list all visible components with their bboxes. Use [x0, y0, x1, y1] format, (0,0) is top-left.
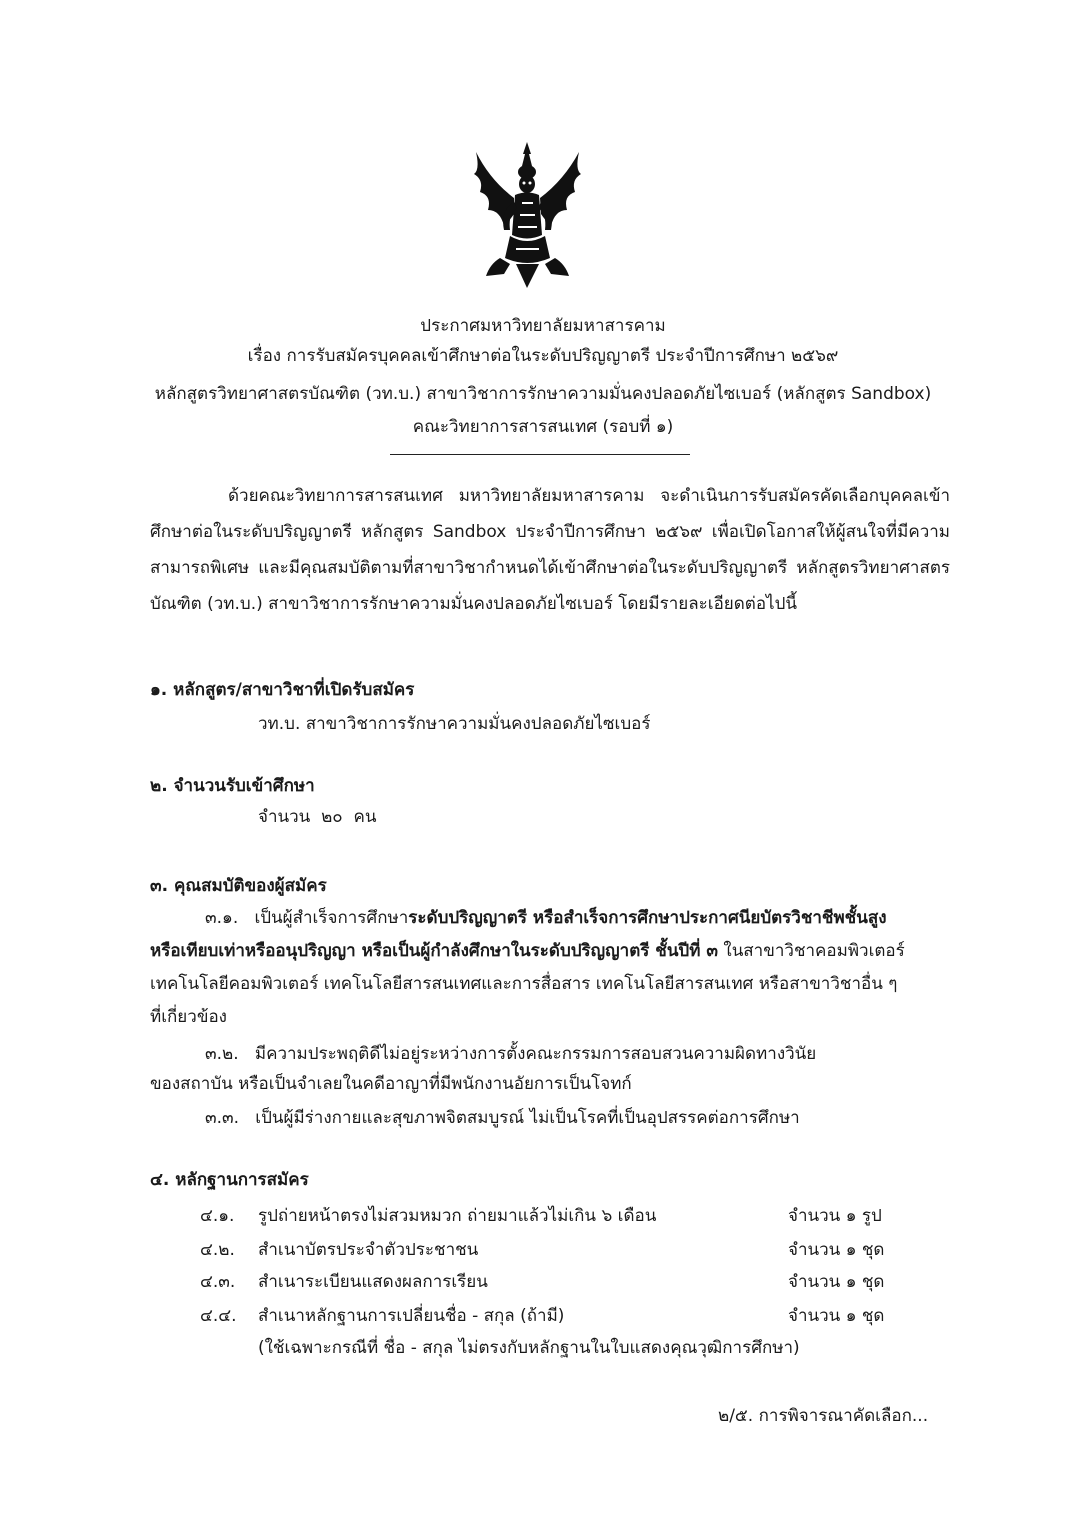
- document-item: [200, 1268, 900, 1296]
- qualification-3-1-text-2: ในสาขาวิชาคอมพิวเตอร์: [717, 941, 905, 961]
- qualification-3-2-text: มีความประพฤติดีไม่อยู่ระหว่างการตั้งคณะกรรมการสอบสวนความผิดทางวินัย: [254, 1044, 817, 1064]
- qualification-3-1-line2: [150, 937, 905, 965]
- document-item-quantity: จำนวน ๑ ชุด: [788, 1272, 885, 1292]
- section-3-heading: ๓. คุณสมบัติของผู้สมัคร: [150, 876, 327, 896]
- document-item-number: ๔.๓.: [200, 1272, 236, 1292]
- qualification-3-2-line2: ของสถาบัน หรือเป็นจำเลยในคดีอาญาที่มีพนักงานอัยการเป็นโจทก์: [150, 1074, 632, 1094]
- document-item-number: ๔.๑.: [200, 1206, 235, 1226]
- qualification-3-1-number: ๓.๑.: [205, 908, 239, 928]
- announcement-subject: เรื่อง การรับสมัครบุคคลเข้าศึกษาต่อในระดับปริญญาตรี ประจำปีการศึกษา ๒๕๖๙: [247, 346, 839, 366]
- qualification-3-1-emphasis-2: หรือเทียบเท่าหรืออนุปริญญา หรือเป็นผู้กำลังศึกษาในระดับปริญญาตรี ชั้นปีที่ ๓: [150, 941, 718, 961]
- intro-paragraph: ด้วยคณะวิทยาการสารสนเทศ มหาวิทยาลัยมหาสารคาม จะดำเนินการรับสมัครคัดเลือกบุคคลเข้าศึกษาต่อในระดับปริญญาตรี หลักสูตร Sandbox ประจำปีการศึกษา ๒๕๖๙ เพื่อเปิดโอกาสให้ผู้สนใจที่มีความสามารถพิเศษ และมีคุณสมบัติตามที่สาขาวิชากำหนดได้เข้าศึกษาต่อในระดับปริญญาตรี หลักสูตรวิทยาศาสตรบัณฑิต (วท.บ.) สาขาวิชาการรักษาความมั่นคงปลอดภัยไซเบอร์ โดยมีรายละเอียดต่อไปนี้: [150, 486, 950, 614]
- continuation-footer: ๒/๕. การพิจารณาคัดเลือก...: [718, 1406, 929, 1426]
- document-item-number: ๔.๒.: [200, 1240, 235, 1260]
- announcement-title: ประกาศมหาวิทยาลัยมหาสารคาม: [420, 316, 666, 336]
- document-item-text: สำเนาระเบียนแสดงผลการเรียน: [258, 1272, 488, 1292]
- qualification-3-2-number: ๓.๒.: [205, 1044, 239, 1064]
- document-item-quantity: จำนวน ๑ รูป: [788, 1206, 882, 1226]
- document-item-text: รูปถ่ายหน้าตรงไม่สวมหมวก ถ่ายมาแล้วไม่เกิน ๖ เดือน: [258, 1206, 657, 1226]
- section-4-heading: ๔. หลักฐานการสมัคร: [150, 1170, 309, 1190]
- announcement-faculty: คณะวิทยาการสารสนเทศ (รอบที่ ๑): [412, 417, 674, 437]
- qualification-3-1-line4: ที่เกี่ยวข้อง: [150, 1007, 227, 1027]
- garuda-emblem-icon: [470, 140, 585, 290]
- section-2-content: จำนวน ๒๐ คน: [258, 807, 377, 827]
- qualification-3-1-emphasis: ระดับปริญญาตรี หรือสำเร็จการศึกษาประกาศนียบัตรวิชาชีพชั้นสูง: [408, 908, 887, 928]
- qualification-3-3-number: ๓.๓.: [205, 1108, 240, 1128]
- announcement-program: หลักสูตรวิทยาศาสตรบัณฑิต (วท.บ.) สาขาวิชาการรักษาความมั่นคงปลอดภัยไซเบอร์ (หลักสูตร Sandbox): [154, 384, 932, 404]
- document-item-quantity: จำนวน ๑ ชุด: [788, 1240, 885, 1260]
- document-item: [200, 1302, 900, 1330]
- document-item-text: สำเนาหลักฐานการเปลี่ยนชื่อ - สกุล (ถ้ามี): [258, 1306, 565, 1326]
- qualification-3-1: [205, 904, 887, 932]
- document-item-text: สำเนาบัตรประจำตัวประชาชน: [258, 1240, 479, 1260]
- title-divider: [390, 454, 690, 455]
- section-1-content: วท.บ. สาขาวิชาการรักษาความมั่นคงปลอดภัยไซเบอร์: [258, 714, 651, 734]
- document-note: (ใช้เฉพาะกรณีที่ ชื่อ - สกุล ไม่ตรงกับหลักฐานในใบแสดงคุณวุฒิการศึกษา): [258, 1338, 800, 1358]
- document-item: [200, 1236, 900, 1264]
- document-item: [200, 1202, 900, 1230]
- qualification-3-3-text: เป็นผู้มีร่างกายและสุขภาพจิตสมบูรณ์ ไม่เป็นโรคที่เป็นอุปสรรคต่อการศึกษา: [255, 1108, 800, 1128]
- qualification-3-2: [205, 1040, 816, 1068]
- section-2-heading: ๒. จำนวนรับเข้าศึกษา: [150, 776, 315, 796]
- section-1-heading: ๑. หลักสูตร/สาขาวิชาที่เปิดรับสมัคร: [150, 680, 415, 700]
- document-item-quantity: จำนวน ๑ ชุด: [788, 1306, 885, 1326]
- document-item-number: ๔.๔.: [200, 1306, 237, 1326]
- qualification-3-1-line3: เทคโนโลยีคอมพิวเตอร์ เทคโนโลยีสารสนเทศและการสื่อสาร เทคโนโลยีสารสนเทศ หรือสาขาวิชาอื่น ๆ: [150, 974, 898, 994]
- qualification-3-3: [205, 1104, 800, 1132]
- qualification-3-1-text: เป็นผู้สำเร็จการศึกษา: [254, 908, 409, 928]
